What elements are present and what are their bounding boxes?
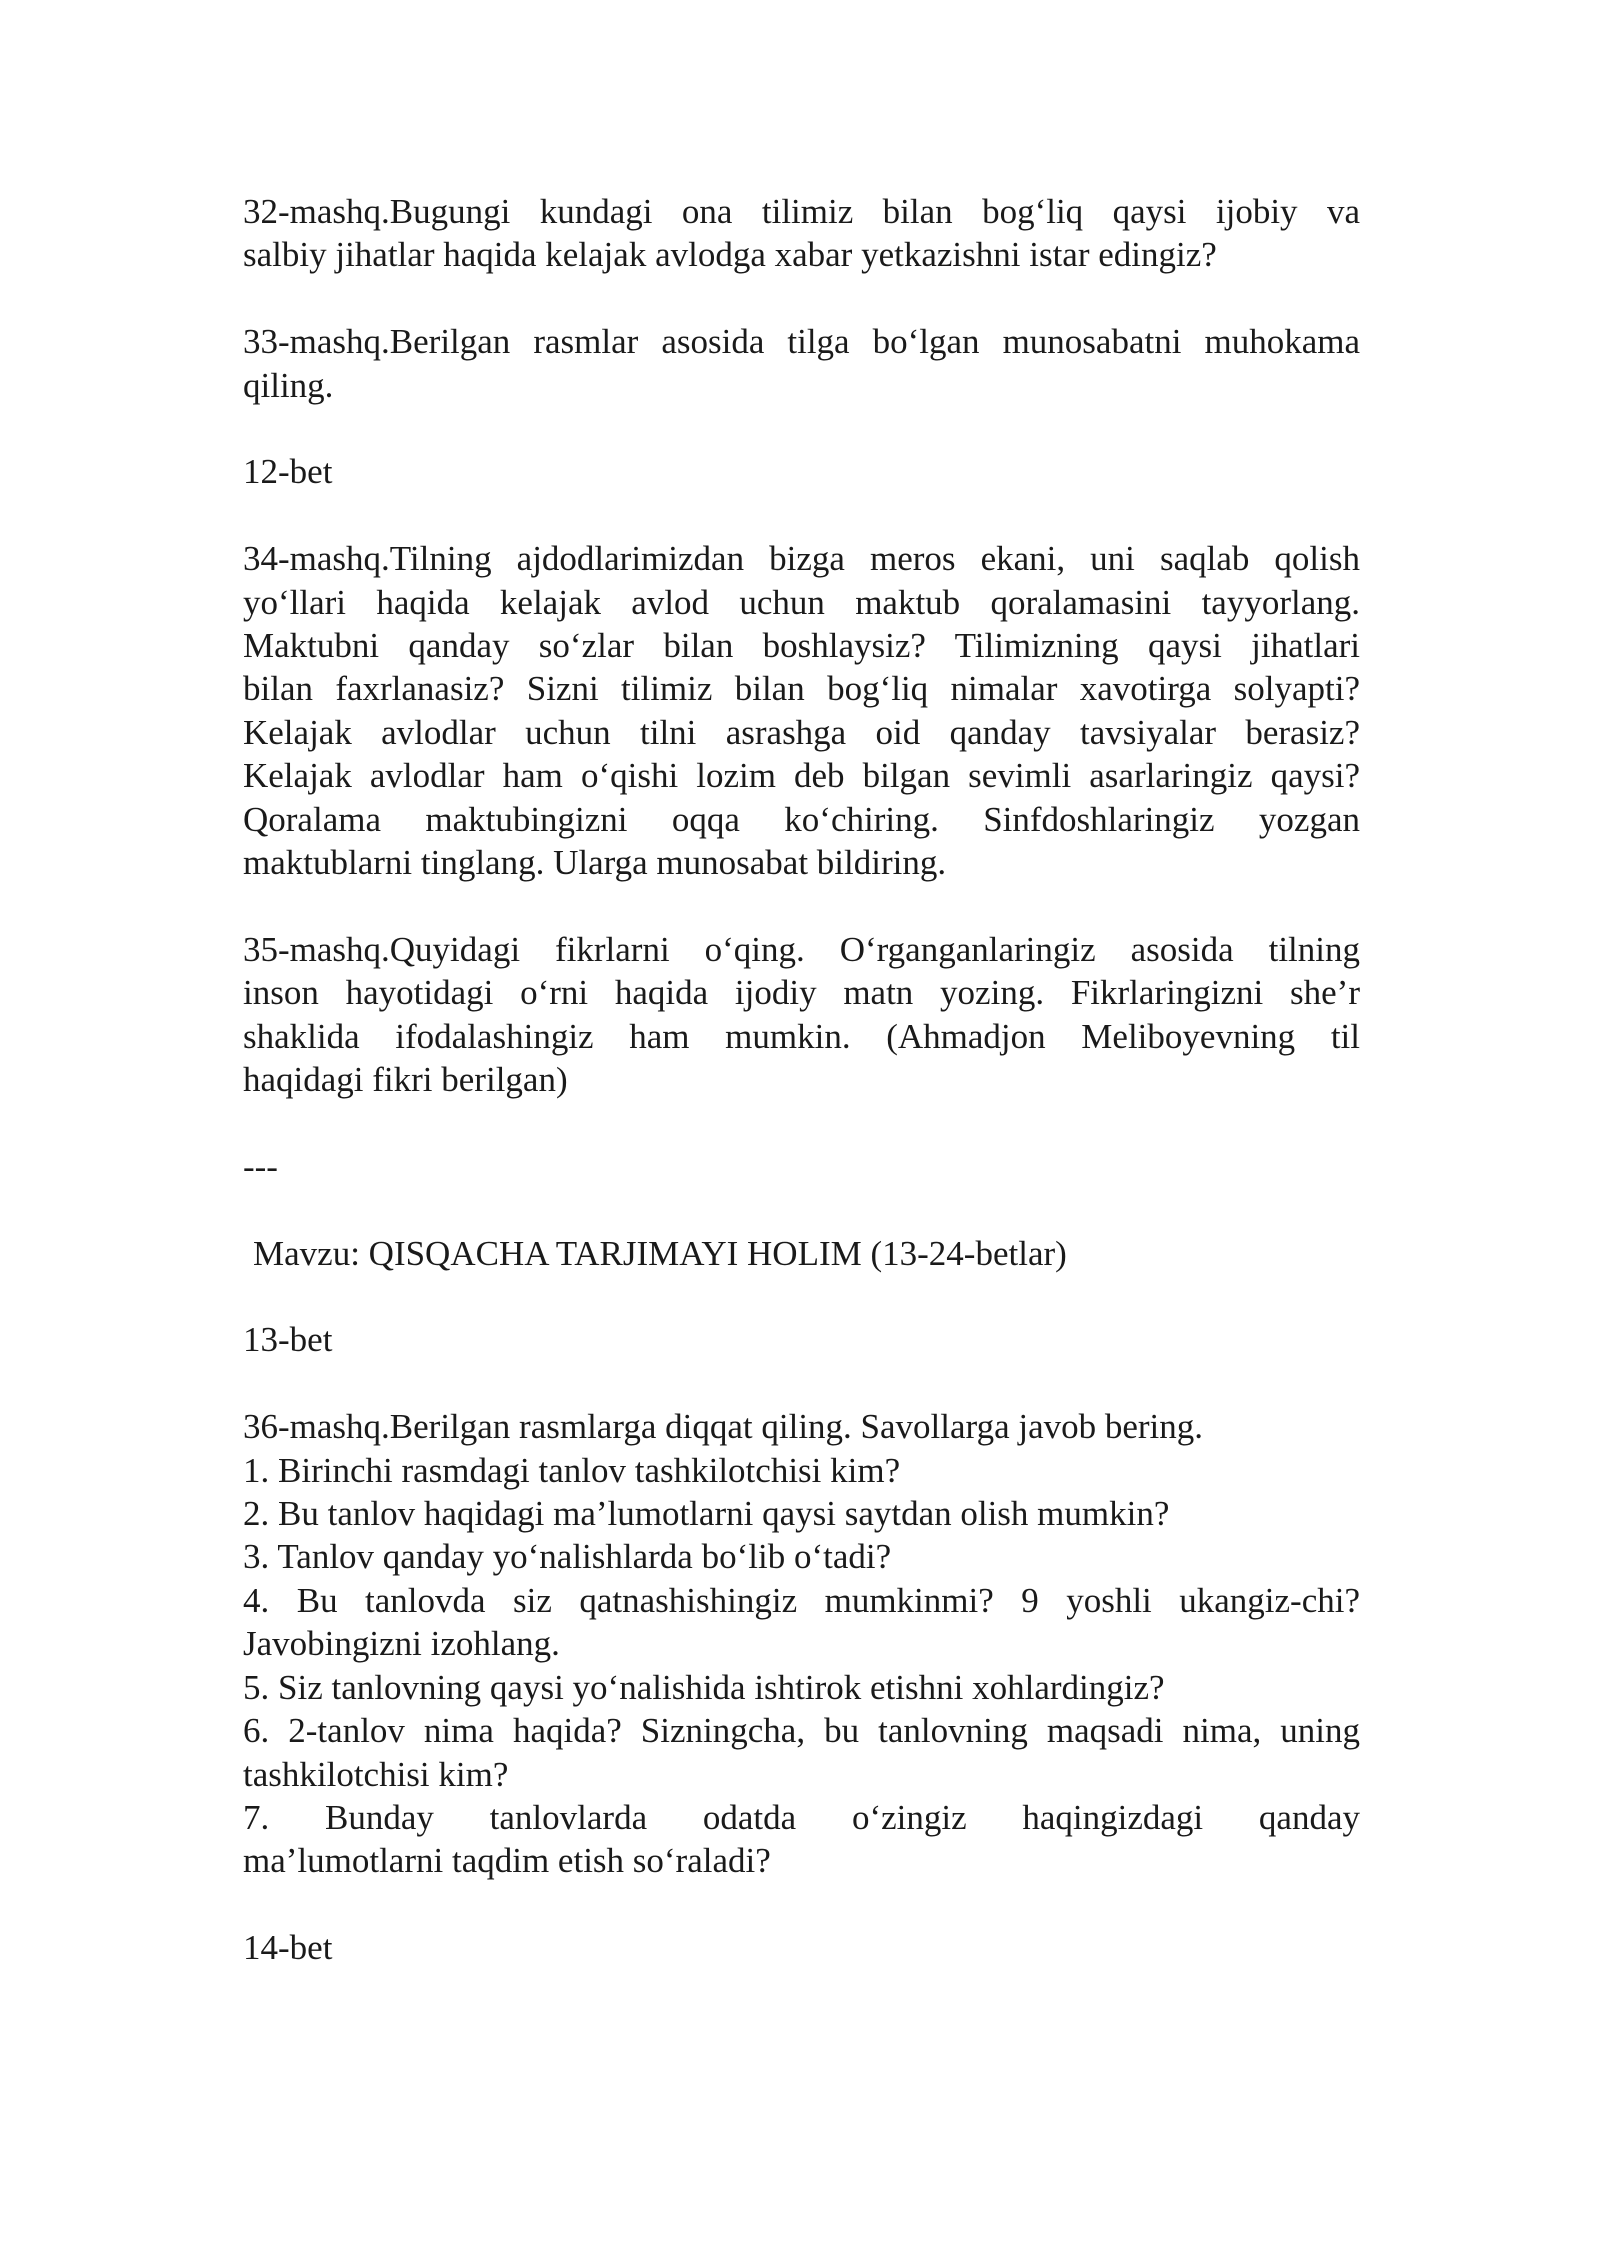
question-1: 1. Birinchi rasmdagi tanlov tashkilotchisi kim? [243, 1450, 901, 1490]
text-line: bilan faxrlanasiz? Sizni tilimiz bilan bog‘liq nimalar xavotirga solyapti? [243, 669, 1360, 709]
question-6: 6. 2-tanlov nima haqida? Sizningcha, bu tanlovning maqsadi nima, uning [243, 1711, 1360, 1751]
text-line: shaklida ifodalashingiz ham mumkin. (Ahmadjon Meliboyevning til [243, 1016, 1360, 1056]
document-page [243, 190, 1360, 2013]
text-line: haqidagi fikri berilgan) [243, 1060, 568, 1100]
page-marker-13: 13-bet [243, 1320, 333, 1360]
text-line: salbiy jihatlar haqida kelajak avlodga xabar yetkazishni istar edingiz? [243, 235, 1217, 275]
exercise-36 [243, 1405, 1360, 1882]
question-4-cont: Javobingizni izohlang. [243, 1624, 560, 1664]
page-marker-14: 14-bet [243, 1928, 333, 1968]
text-line: 33-mashq.Berilgan rasmlar asosida tilga bo‘lgan munosabatni muhokama [243, 322, 1360, 362]
text-line: maktublarni tinglang. Ularga munosabat bildiring. [243, 843, 947, 883]
exercise-36-intro: 36-mashq.Berilgan rasmlarga diqqat qiling. Savollarga javob bering. [243, 1407, 1204, 1447]
exercise-34 [243, 537, 1360, 884]
text-line: Qoralama maktubingizni oqqa ko‘chiring. Sinfdoshlaringiz yozgan [243, 799, 1360, 839]
text-line: 34-mashq.Tilning ajdodlarimizdan bizga meros ekani, uni saqlab qolish [243, 539, 1360, 579]
exercise-33 [243, 320, 1360, 407]
text-line: qiling. [243, 365, 334, 405]
text-line: yo‘llari haqida kelajak avlod uchun maktub qoralamasini tayyorlang. [243, 582, 1360, 622]
exercise-32 [243, 190, 1360, 277]
question-2: 2. Bu tanlov haqidagi ma’lumotlarni qaysi saytdan olish mumkin? [243, 1494, 1170, 1534]
question-6-cont: tashkilotchisi kim? [243, 1754, 509, 1794]
question-7: 7. Bunday tanlovlarda odatda o‘zingiz haqingizdagi qanday [243, 1797, 1360, 1837]
topic-heading: Mavzu: QISQACHA TARJIMAYI HOLIM (13-24-betlar) [253, 1233, 1067, 1273]
question-7-cont: ma’lumotlarni taqdim etish so‘raladi? [243, 1841, 771, 1881]
text-line: 32-mashq.Bugungi kundagi ona tilimiz bilan bog‘liq qaysi ijobiy va [243, 192, 1360, 231]
separator: --- [243, 1146, 278, 1186]
exercise-35 [243, 928, 1360, 1102]
question-5: 5. Siz tanlovning qaysi yo‘nalishida ishtirok etishni xohlardingiz? [243, 1667, 1165, 1707]
page-marker-12: 12-bet [243, 452, 333, 492]
text-line: Kelajak avlodlar ham o‘qishi lozim deb bilgan sevimli asarlaringiz qaysi? [243, 756, 1360, 796]
text-line: 35-mashq.Quyidagi fikrlarni o‘qing. O‘rganganlaringiz asosida tilning [243, 929, 1360, 969]
text-line: Maktubni qanday so‘zlar bilan boshlaysiz? Tilimizning qaysi jihatlari [243, 626, 1360, 666]
text-line: inson hayotidagi o‘rni haqida ijodiy matn yozing. Fikrlaringizni she’r [243, 973, 1360, 1013]
question-3: 3. Tanlov qanday yo‘nalishlarda bo‘lib o‘tadi? [243, 1537, 892, 1577]
question-4: 4. Bu tanlovda siz qatnashishingiz mumkinmi? 9 yoshli ukangiz-chi? [243, 1580, 1360, 1620]
text-line: Kelajak avlodlar uchun tilni asrashga oid qanday tavsiyalar berasiz? [243, 712, 1360, 752]
